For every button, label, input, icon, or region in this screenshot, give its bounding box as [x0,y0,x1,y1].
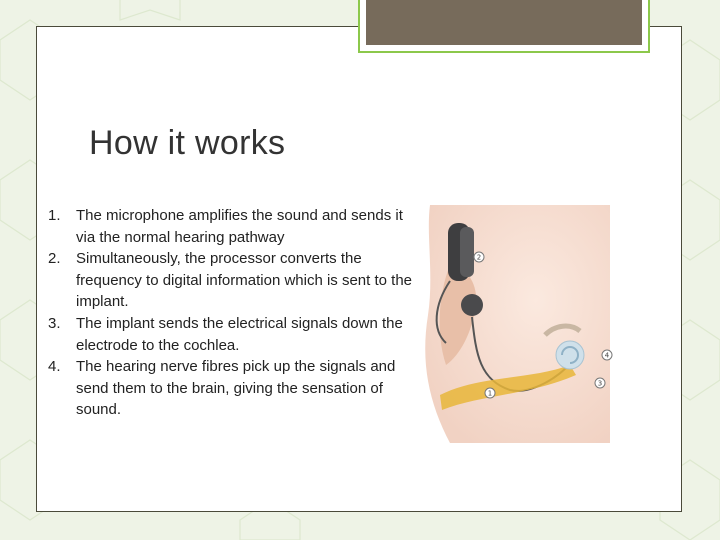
cochlear-implant-illustration [420,205,620,443]
transmitter-coil [461,294,483,316]
callout-2-label: 2 [476,253,482,262]
callout-1-label: 1 [487,389,493,398]
list-item [48,205,418,248]
step-number: 1. [48,207,61,224]
list-item [48,356,418,421]
step-number: 4. [48,358,61,376]
step-text: The hearing nerve fibres pick up the signals and send them to the brain, giving the sensation of sound. [76,358,396,419]
step-number: 3. [48,314,61,332]
list-item [48,248,418,313]
steps-list [48,205,418,421]
step-text: Simultaneously, the processor converts the frequency to digital information which is sent to the implant. [76,250,413,311]
slide-title: How it works [89,124,286,162]
step-text: The implant sends the electrical signals down the electrode to the cochlea. [76,314,403,354]
slide-header-tab [358,0,650,53]
callout-3-label: 3 [597,379,603,388]
step-number: 2. [48,250,61,268]
callout-4-label: 4 [604,351,610,360]
list-item [48,313,418,356]
cochlea [556,341,584,369]
header-tab-fill [366,0,642,45]
step-text: The microphone amplifies the sound and sends it via the normal hearing pathway [76,207,403,246]
